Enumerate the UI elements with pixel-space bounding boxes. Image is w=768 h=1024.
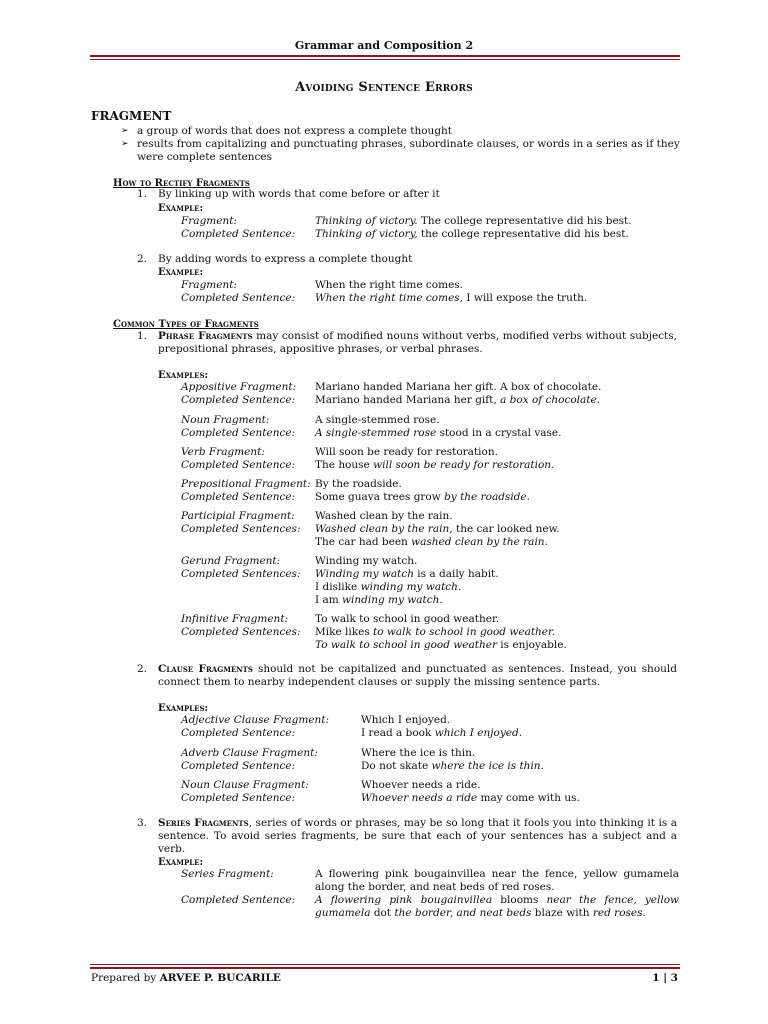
- arrow-bullet-icon: ➢: [121, 139, 129, 149]
- example-label: Example:: [158, 857, 204, 868]
- subheading-rectify: How to Rectify Fragments: [113, 178, 250, 189]
- common-item-3: 3. Series Fragments, series of words or phrases, may be so long that it fools you into thinking it is a sentence. To avoid series fragments, be sure that each of your sentences has a subject and a verb.: [137, 817, 678, 855]
- example-label: Example:: [158, 203, 204, 214]
- document-page: Grammar and Composition 2 Avoiding Sentence Errors FRAGMENT ➢ a group of words that does not express a complete thought ➢ results from capitalizing and punctuating phrases, subordinate clauses, or words in a series as if they were complete sentences How to Rectify Fragments 1. By linking up with words that come before or after it Example: Fragment: Thinking of victory. The college representative did his best. Completed Sentence: Thinking of victory, the college representative did his best. 2. By adding words to express a complete thought Example: Fragment: When the right time comes. Completed Sentence: When the right time comes, I will expose the truth. Common Types of Fragments 1. Phrase Fragments may consist of modified nouns without verbs, modified verbs without subjects, prepositional phrases, appositive phrases, or verbal phrases. Examples: Appositive Fragment: Mariano handed Mariana her gift. A box of chocolate. Completed Sentence: Mariano handed Mariana her gift, a box of chocolate. Noun Fragment: A single-stemmed rose. Completed Sentence: A single-stemmed rose stood in a crystal vase. Verb Fragment: Will soon be ready for restoration. Completed Sentence: The house will soon be ready for restoration. Prepositional Fragment: By the roadside. Completed Sentence: Some guava trees grow by the roadside. Participial Fragment: Washed clean by the rain. Completed Sentences: Washed clean by the rain, the car looked new. The car had been washed clean by the rain. Gerund Fragment: Winding my watch. Completed Sentences: Winding my watch is a daily habit. I dislike winding my watch. I am winding my watch. Infinitive Fragment: To walk to school in good weather. Completed Sentences: Mike likes to walk to school in good weather. To walk to school in good weather is enjoyable. 2. Clause Fragments should not be capitalized and punctuated as sentences. Instead, you should connect them to nearby independent clauses or supply the missing sentence parts. Examples: Adjective Clause Fragment: Which I enjoyed. Completed Sentence: I read a book which I enjoyed. Adverb Clause Fragment: Where the ice is thin. Completed Sentence: Do not skate where the ice is thin. Noun Clause Fragment: Whoever needs a ride. Completed Sentence: Whoever needs a ride may come with us. 3. Series Fragments, series of words or phrases, may be so long that it fools you into thinking it is a sentence. To avoid series fragments, be sure that each of your sentences has a subject and a verb. Example: Series Fragment: A flowering pink bougainvillea near the fence, yellow gumamela along the border, and neat beds of red roses. Completed Sentence: A flowering pink bougainvillea blooms near the fence, yellow gumamela dot the border, and neat beds blaze with red roses. Prepared by ARVEE P. BUCARILE 1 | 3: [0, 0, 768, 1024]
- rectify-item-1: 1. By linking up with words that come before or after it: [137, 188, 440, 200]
- example-label: Example:: [158, 267, 204, 278]
- examples-label: Examples:: [158, 370, 209, 381]
- rectify-item-2: 2. By adding words to express a complete thought: [137, 253, 413, 265]
- subheading-common: Common Types of Fragments: [113, 319, 259, 330]
- header-rule: [90, 55, 680, 60]
- section-title: FRAGMENT: [91, 109, 172, 123]
- definition-list: [121, 125, 681, 164]
- arrow-bullet-icon: ➢: [121, 126, 129, 136]
- page-number: 1 | 3: [652, 972, 678, 984]
- common-item-1: 1. Phrase Fragments may consist of modified nouns without verbs, modified verbs without subjects, prepositional phrases, appositive phrases, or verbal phrases.: [137, 330, 677, 355]
- common-item-2: 2. Clause Fragments should not be capitalized and punctuated as sentences. Instead, you should connect them to nearby independent clauses or supply the missing sentence parts.: [137, 663, 677, 688]
- footer-author: Prepared by ARVEE P. BUCARILE: [91, 972, 281, 984]
- footer-rule: [90, 964, 680, 969]
- header-title: Grammar and Composition 2: [294, 39, 474, 52]
- page-title: Avoiding Sentence Errors: [295, 80, 473, 95]
- list-item: ➢ a group of words that does not express a complete thought: [121, 125, 453, 137]
- examples-label: Examples:: [158, 703, 209, 714]
- list-item: ➢ results from capitalizing and punctuating phrases, subordinate clauses, or words in a series as if they were complete sentences: [121, 138, 680, 163]
